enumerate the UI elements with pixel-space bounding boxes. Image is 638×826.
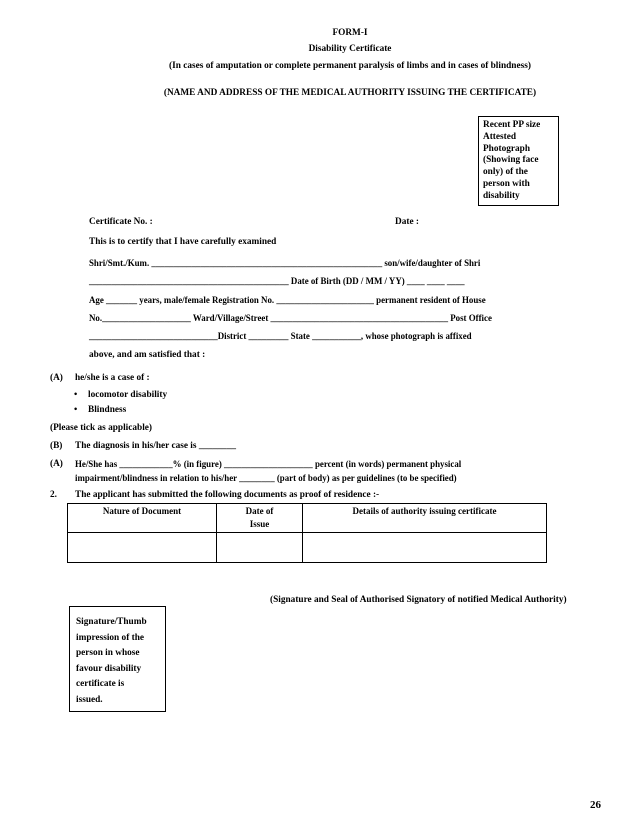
photo-box-line: person with: [483, 178, 530, 189]
table-cell[interactable]: [217, 533, 303, 563]
section-2-label: 2.: [50, 490, 57, 500]
cert-line-1: Shri/Smt./Kum. ____________________________________________________ son/wife/daughter of Shri: [89, 258, 481, 268]
cert-line-3: Age _______ years, male/female Registration No. ______________________ permanent resident of House: [89, 295, 486, 305]
thumb-box-line: impression of the: [76, 632, 145, 643]
photo-box-line: only) of the: [483, 167, 528, 178]
thumb-box-line: certificate is: [76, 679, 125, 689]
date-label: Date :: [395, 217, 420, 227]
section-a-text: he/she is a case of :: [75, 373, 150, 383]
table-header-date-line: Date of: [245, 506, 274, 516]
table-header-date-line: Issue: [249, 519, 270, 529]
table-header-row: [68, 504, 547, 533]
thumb-box-line: person in whose: [76, 648, 140, 658]
bullet-icon: •: [74, 405, 78, 415]
thumb-box-line: Signature/Thumb: [76, 617, 147, 627]
list-item: [74, 405, 126, 415]
cert-line-6: above, and am satisfied that :: [89, 350, 206, 360]
section-b-text: The diagnosis in his/her case is ________: [75, 441, 237, 451]
thumb-box-line: favour disability: [76, 663, 142, 674]
list-item-label: locomotor disability: [88, 390, 168, 400]
table-cell[interactable]: [68, 533, 217, 563]
page-number: 26: [590, 799, 601, 811]
tick-note: (Please tick as applicable): [50, 423, 152, 433]
authority-heading: (NAME AND ADDRESS OF THE MEDICAL AUTHORITY ISSUING THE CERTIFICATE): [163, 88, 537, 98]
photo-box-line: disability: [483, 190, 520, 201]
certify-intro: This is to certify that I have carefully examined: [89, 237, 277, 247]
photo-box-line: Photograph: [483, 143, 531, 154]
section-a2-line-2: impairment/blindness in relation to his/her ________ (part of body) as per guidelines (to be specified): [75, 473, 457, 483]
table-header-nature: Nature of Document: [68, 504, 217, 533]
section-a2-line-1: He/She has ____________% (in figure) ____________________ percent (in words) permanent physical: [75, 459, 462, 469]
document-title: Disability Certificate: [308, 44, 392, 54]
photo-box-line: Attested: [483, 131, 517, 142]
bullet-icon: •: [74, 390, 78, 400]
cert-line-5: _____________________________District _________ State ___________, whose photograph is affixed: [89, 331, 472, 341]
list-item: [74, 390, 167, 400]
photo-box-line: Recent PP size: [483, 120, 541, 130]
cert-line-2: _____________________________________________ Date of Birth (DD / MM / YY) ____ ____ ____: [89, 276, 465, 286]
section-2-text: The applicant has submitted the following documents as proof of residence :-: [75, 490, 380, 500]
document-subtitle: (In cases of amputation or complete permanent paralysis of limbs and in cases of blindness): [169, 61, 531, 71]
section-a2-label: (A): [50, 459, 63, 469]
section-a-label: (A): [50, 373, 63, 383]
certificate-number-label: Certificate No. :: [89, 217, 153, 227]
table-header-details: Details of authority issuing certificate: [303, 504, 547, 533]
photo-box-line: (Showing face: [483, 155, 539, 166]
section-b-label: (B): [50, 441, 63, 451]
form-label: FORM-I: [332, 28, 368, 38]
documents-table: [67, 503, 547, 563]
table-row: [68, 533, 547, 563]
signature-seal-caption: (Signature and Seal of Authorised Signatory of notified Medical Authority): [270, 595, 567, 605]
thumb-box-line: issued.: [76, 694, 103, 705]
table-header-date: [217, 504, 303, 533]
list-item-label: Blindness: [88, 405, 127, 415]
thumb-impression-box: [69, 606, 166, 712]
cert-line-4: No.____________________ Ward/Village/Street ________________________________________ Post Office: [89, 313, 492, 323]
table-cell[interactable]: [303, 533, 547, 563]
photo-box: [478, 116, 559, 206]
